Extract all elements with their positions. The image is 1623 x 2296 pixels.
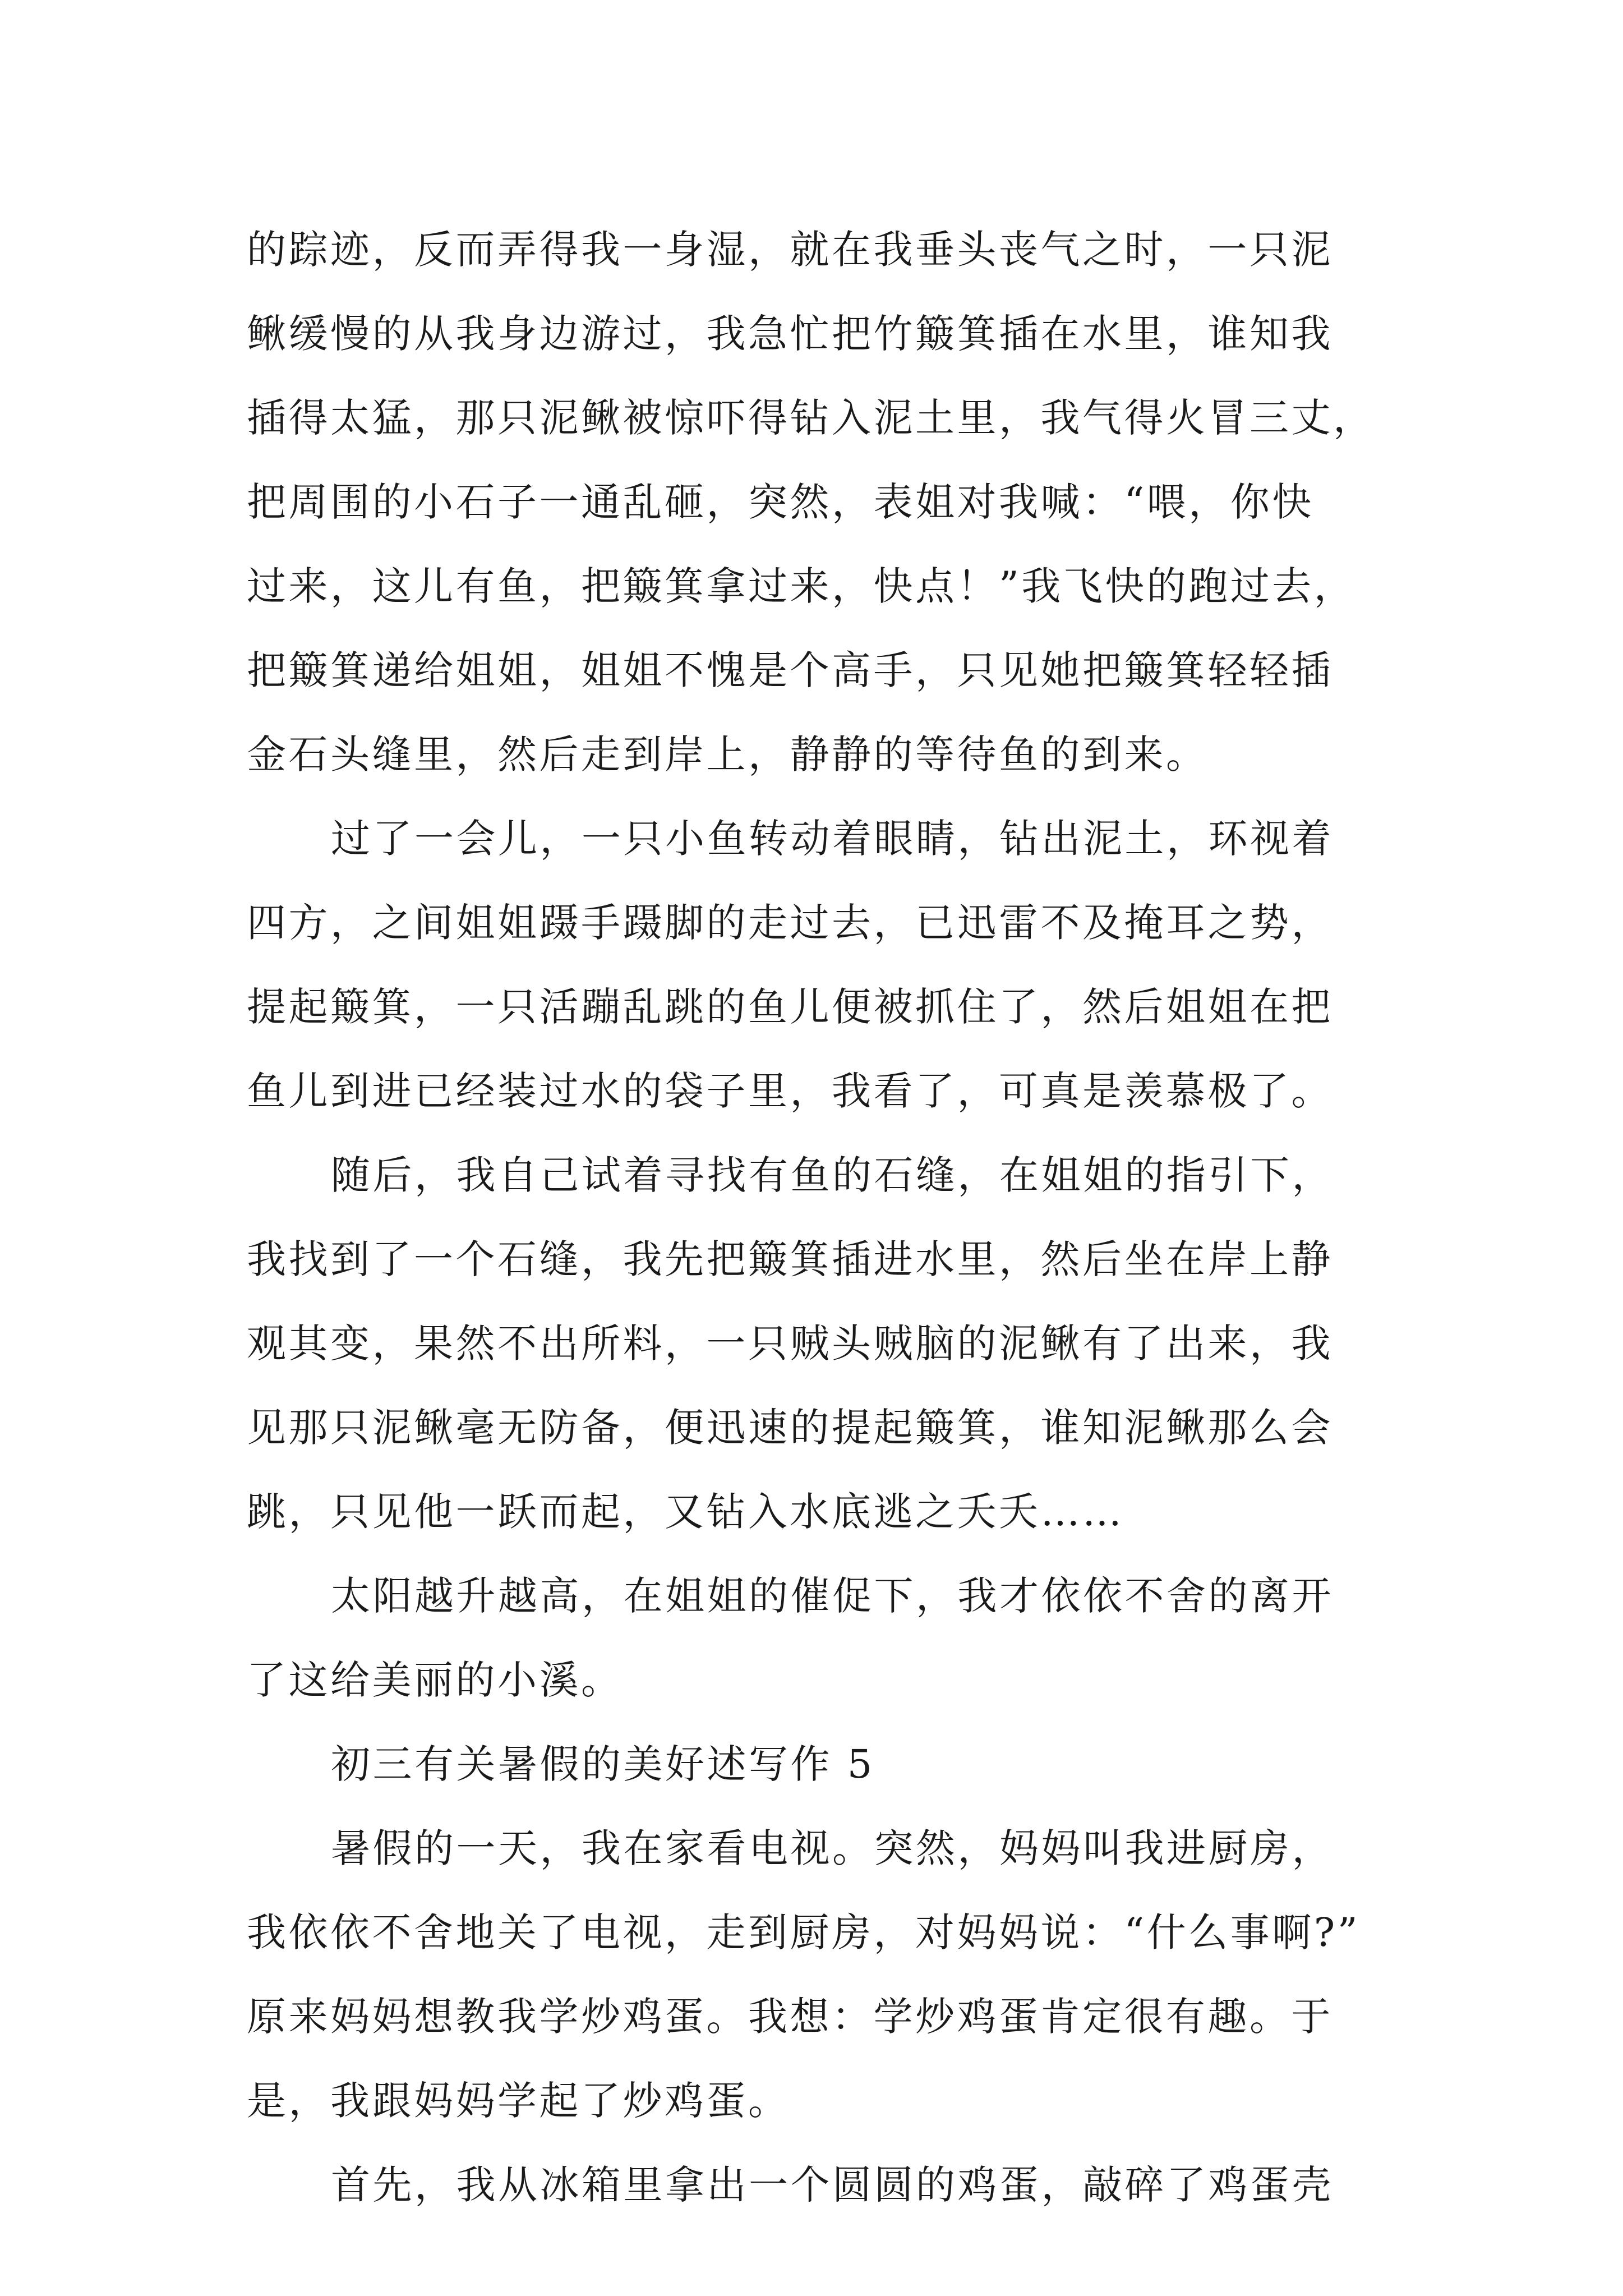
text-line: 随后，我自己试着寻找有鱼的石缝，在姐姐的指引下， (331, 1152, 1334, 1198)
text-line: 把簸箕递给姐姐，姐姐不愧是个高手，只见她把簸箕轻轻插 (247, 647, 1333, 693)
text-line: 首先，我从冰箱里拿出一个圆圆的鸡蛋，敲碎了鸡蛋壳 (331, 2162, 1334, 2208)
text-line: 鱼儿到进已经装过水的袋子里，我看了，可真是羡慕极了。 (247, 1068, 1333, 1114)
text-line: 观其变，果然不出所料，一只贼头贼脑的泥鳅有了出来，我 (247, 1320, 1333, 1366)
text-line: 原来妈妈想教我学炒鸡蛋。我想：学炒鸡蛋肯定很有趣。于 (247, 1994, 1333, 2040)
text-line: 把周围的小石子一通乱砸，突然，表姐对我喊：“喂，你快 (247, 479, 1314, 525)
text-line: 过来，这儿有鱼，把簸箕拿过来，快点！”我飞快的跑过去， (247, 563, 1356, 609)
text-line: 跳，只见他一跃而起，又钻入水底逃之夭夭…… (247, 1489, 1124, 1535)
text-line: 插得太猛，那只泥鳅被惊吓得钻入泥土里，我气得火冒三丈， (247, 395, 1375, 441)
text-line: 的踪迹，反而弄得我一身湿，就在我垂头丧气之时，一只泥 (247, 227, 1333, 273)
text-line: 我依依不舍地关了电视，走到厨房，对妈妈说：“什么事啊?” (247, 1910, 1361, 1955)
text-line: 是，我跟妈妈学起了炒鸡蛋。 (247, 2078, 790, 2124)
text-line: 鳅缓慢的从我身边游过，我急忙把竹簸箕插在水里，谁知我 (247, 311, 1333, 357)
text-line: 暑假的一天，我在家看电视。突然，妈妈叫我进厨房， (331, 1825, 1334, 1871)
text-line: 我找到了一个石缝，我先把簸箕插进水里，然后坐在岸上静 (247, 1236, 1333, 1282)
text-line: 见那只泥鳅毫无防备，便迅速的提起簸箕，谁知泥鳅那么会 (247, 1405, 1333, 1451)
text-line: 太阳越升越高，在姐姐的催促下，我才依依不舍的离开 (331, 1573, 1334, 1619)
text-line: 初三有关暑假的美好述写作 5 (331, 1741, 875, 1787)
body-text (247, 208, 1374, 2227)
text-line: 金石头缝里，然后走到岸上，静静的等待鱼的到来。 (247, 731, 1208, 777)
text-line: 四方，之间姐姐蹑手蹑脚的走过去，已迅雷不及掩耳之势， (247, 900, 1333, 946)
text-line: 了这给美丽的小溪。 (247, 1657, 623, 1703)
text-line: 过了一会儿，一只小鱼转动着眼睛，钻出泥土，环视着 (331, 816, 1334, 862)
text-line: 提起簸箕，一只活蹦乱跳的鱼儿便被抓住了，然后姐姐在把 (247, 984, 1333, 1030)
